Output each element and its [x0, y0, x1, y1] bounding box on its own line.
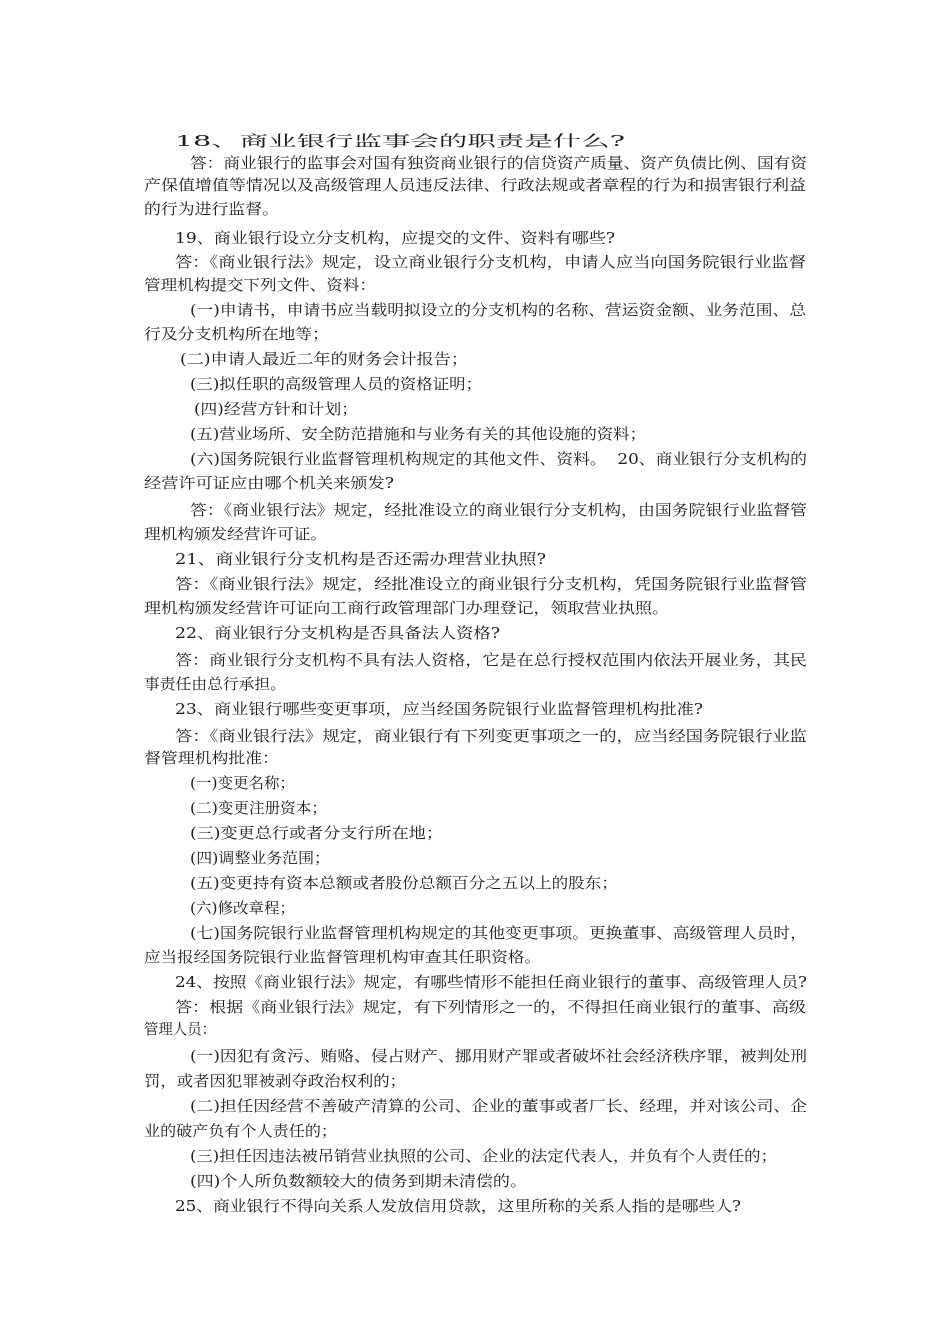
text-line: (三)变更总行或者分支行所在地； — [190, 824, 444, 842]
text-line: 的行为进行监督。 — [144, 200, 280, 218]
text-line: (五)变更持有资本总额或者股份总额百分之五以上的股东； — [190, 874, 618, 892]
text-line: (六)国务院银行业监督管理机构规定的其他文件、资料。 20、商业银行分支机构的 — [190, 450, 807, 468]
text-line: (一)变更名称； — [190, 774, 296, 792]
text-line: (四)个人所负数额较大的债务到期未清偿的。 — [190, 1172, 528, 1190]
text-line: 应当报经国务院银行业监督管理机构审查其任职资格。 — [144, 948, 541, 966]
text-line: 业的破产负有个人责任的； — [144, 1122, 337, 1140]
text-line: 答：商业银行分支机构不具有法人资格，它是在总行授权范围内依法开展业务，其民 — [175, 651, 807, 669]
text-line: (二)变更注册资本； — [190, 799, 328, 817]
text-line: 经营许可证应由哪个机关来颁发? — [144, 474, 394, 492]
text-line: (一)申请书，申请书应当载明拟设立的分支机构的名称、营运资金额、业务范围、总 — [190, 301, 806, 319]
text-line: 答：根据《商业银行法》规定，有下列情形之一的，不得担任商业银行的董事、高级 — [175, 998, 806, 1016]
text-line: 23、商业银行哪些变更事项，应当经国务院银行业监督管理机构批准? — [175, 700, 703, 718]
text-line: 理机构颁发经营许可证向工商行政管理部门办理登记，领取营业执照。 — [144, 599, 670, 617]
text-line: 管理机构提交下列文件、资料： — [144, 276, 377, 294]
text-line: 24、按照《商业银行法》规定，有哪些情形不能担任商业银行的董事、高级管理人员? — [175, 973, 808, 991]
text-line: 产保值增值等情况以及高级管理人员违反法律、行政法规或者章程的行为和损害银行利益 — [144, 176, 807, 194]
text-line: (二)申请人最近二年的财务会计报告； — [180, 350, 468, 368]
text-line: 督管理机构批准： — [144, 749, 280, 767]
text-line: 18、商业银行监事会的职责是什么? — [175, 132, 625, 150]
text-line: 答：《商业银行法》规定，商业银行有下列变更事项之一的，应当经国务院银行业监 — [175, 727, 807, 745]
text-line: (四)经营方针和计划； — [194, 400, 359, 418]
text-line: 答：《商业银行法》规定，设立商业银行分支机构，申请人应当向国务院银行业监督 — [175, 253, 807, 271]
text-line: 25、商业银行不得向关系人发放信用贷款，这里所称的关系人指的是哪些人? — [175, 1197, 742, 1215]
text-line: 19、商业银行设立分支机构，应提交的文件、资料有哪些? — [175, 229, 615, 247]
text-line: (三)担任因违法被吊销营业执照的公司、企业的法定代表人，并负有个人责任的； — [190, 1147, 778, 1165]
text-line: (三)拟任职的高级管理人员的资格证明； — [190, 375, 483, 393]
text-line: 22、商业银行分支机构是否具备法人资格? — [175, 624, 500, 642]
text-line: (二)担任因经营不善破产清算的公司、企业的董事或者厂长、经理，并对该公司、企 — [190, 1097, 807, 1115]
text-line: (六)修改章程； — [190, 899, 296, 917]
text-line: 罚，或者因犯罪被剥夺政治权利的； — [144, 1072, 407, 1090]
text-line: 行及分支机构所在地等； — [144, 325, 329, 343]
text-line: 理机构颁发经营许可证。 — [144, 525, 328, 543]
text-line: 答：《商业银行法》规定，经批准设立的商业银行分支机构，由国务院银行业监督管 — [190, 501, 807, 519]
text-line: (一)因犯有贪污、贿赂、侵占财产、挪用财产罪或者破坏社会经济秩序罪，被判处刑 — [190, 1047, 807, 1065]
text-line: (四)调整业务范围； — [190, 849, 331, 867]
text-line: 答：商业银行的监事会对国有独资商业银行的信贷资产质量、资产负债比例、国有资 — [190, 154, 808, 172]
text-line: 事责任由总行承担。 — [144, 675, 286, 693]
text-line: 答：《商业银行法》规定，经批准设立的商业银行分支机构，凭国务院银行业监督管 — [175, 575, 807, 593]
text-line: 管理人员： — [144, 1020, 216, 1038]
text-line: (七)国务院银行业监督管理机构规定的其他变更事项。更换董事、高级管理人员时， — [190, 924, 807, 942]
text-line: 21、商业银行分支机构是否还需办理营业执照? — [175, 550, 547, 568]
text-line: (五)营业场所、安全防范措施和与业务有关的其他设施的资料； — [190, 425, 647, 443]
